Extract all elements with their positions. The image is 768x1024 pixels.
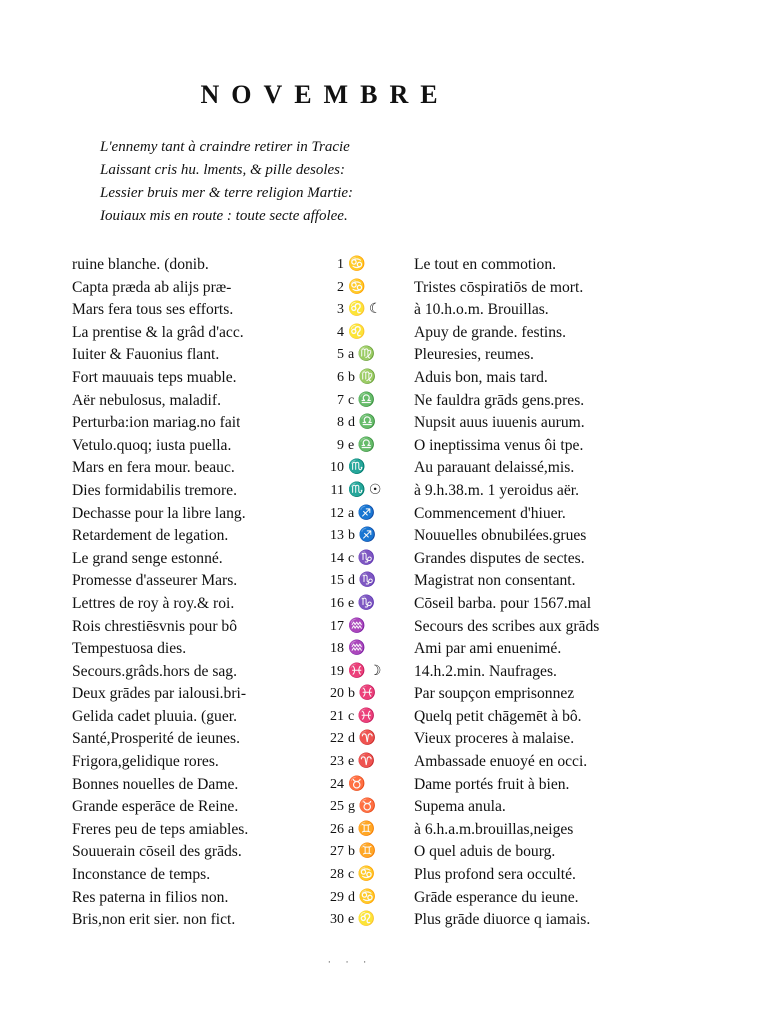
left-day-text: Promesse d'asseurer Mars.: [72, 572, 238, 590]
day-number: 20: [330, 686, 344, 702]
right-day-text: Plus profond sera occulté.: [414, 866, 576, 884]
zodiac-sign-icon: ♋: [348, 257, 366, 272]
right-day-row: [348, 751, 688, 774]
left-day-row: [72, 480, 344, 503]
right-day-text: Au parauant delaissé,mis.: [414, 459, 575, 477]
left-day-text: Gelida cadet pluuia. (guer.: [72, 707, 237, 725]
right-day-text: O quel aduis de bourg.: [414, 843, 556, 861]
right-day-row: [348, 593, 688, 616]
right-day-text: Pleuresies, reumes.: [414, 346, 534, 364]
right-day-row: [348, 457, 688, 480]
zodiac-sign-icon: d ♎: [348, 415, 376, 431]
left-day-text: Capta præda ab alijs præ-: [72, 278, 232, 296]
left-day-text: Bris,non erit sier. non fict.: [72, 911, 236, 929]
day-number: 6: [337, 369, 344, 385]
left-day-row: [72, 751, 344, 774]
right-day-row: [348, 774, 688, 797]
zodiac-sign-icon: d ♋: [348, 889, 376, 905]
day-number: 10: [330, 460, 344, 476]
right-day-text: à 9.h.38.m. 1 yeroidus aër.: [414, 481, 579, 499]
day-number: 19: [330, 663, 344, 679]
day-number: 26: [330, 821, 344, 837]
left-day-row: [72, 661, 344, 684]
right-day-text: Ami par ami enuenimé.: [414, 640, 562, 658]
left-day-text: Aër nebulosus, maladif.: [72, 391, 221, 409]
day-number: 25: [330, 799, 344, 815]
zodiac-sign-icon: ♋: [348, 279, 366, 295]
left-day-row: [72, 819, 344, 842]
right-day-row: [348, 254, 688, 277]
zodiac-sign-icon: e ♌: [348, 912, 376, 928]
right-day-text: Tristes cōspiratiōs de mort.: [414, 278, 584, 296]
day-number: 23: [330, 754, 344, 770]
left-day-text: Lettres de roy à roy.& roi.: [72, 594, 235, 612]
left-day-text: Tempestuosa dies.: [72, 640, 187, 658]
left-day-text: ruine blanche. (donib.: [72, 256, 209, 273]
right-day-row: [348, 548, 688, 571]
zodiac-sign-icon: ♓ ☽: [348, 663, 382, 679]
right-day-row: [348, 909, 688, 932]
right-day-row: [348, 525, 688, 548]
right-day-text: Magistrat non consentant.: [414, 572, 576, 590]
zodiac-sign-icon: d ♈: [348, 731, 376, 747]
right-day-text: Ne fauldra grāds gens.pres.: [414, 391, 585, 409]
day-number: 14: [330, 550, 344, 566]
right-day-row: [348, 887, 688, 910]
day-number: 4: [337, 324, 344, 340]
left-day-text: Dechasse pour la libre lang.: [72, 504, 246, 522]
zodiac-sign-icon: c ♎: [348, 392, 376, 408]
left-day-row: [72, 887, 344, 910]
right-day-text: Secours des scribes aux grāds: [414, 617, 600, 635]
left-day-text: Santé,Prosperité de ieunes.: [72, 730, 241, 748]
right-day-row: [348, 841, 688, 864]
left-day-row: [72, 728, 344, 751]
day-number: 16: [330, 595, 344, 611]
right-day-text: Ambassade enuoyé en occi.: [414, 753, 588, 771]
zodiac-sign-icon: a ♊: [348, 821, 376, 837]
left-day-row: [72, 299, 344, 322]
right-day-text: Vieux proceres à malaise.: [414, 730, 575, 748]
right-day-row: [348, 728, 688, 751]
day-number: 11: [330, 482, 344, 498]
zodiac-sign-icon: ♉: [348, 776, 366, 792]
zodiac-sign-icon: b ♓: [348, 686, 376, 702]
zodiac-sign-icon: d ♑: [348, 573, 376, 589]
right-day-text: Cōseil barba. pour 1567.mal: [414, 594, 592, 612]
left-day-row: [72, 570, 344, 593]
left-column-days: [72, 254, 344, 932]
left-day-text: Dies formidabilis tremore.: [72, 481, 237, 499]
right-day-row: [348, 390, 688, 413]
day-number: 8: [337, 415, 344, 431]
right-day-row: [348, 661, 688, 684]
right-day-text: Le tout en commotion.: [414, 256, 557, 273]
left-day-text: Le grand senge estonné.: [72, 549, 223, 567]
zodiac-sign-icon: e ♎: [348, 437, 376, 453]
zodiac-sign-icon: ♒: [348, 641, 366, 657]
right-day-text: 14.h.2.min. Naufrages.: [414, 662, 557, 680]
right-day-text: Nouuelles obnubilées.grues: [414, 527, 587, 545]
left-day-text: La prentise & la grâd d'acc.: [72, 323, 244, 341]
day-number: 29: [330, 889, 344, 905]
left-day-text: Fort mauuais teps muable.: [72, 368, 237, 386]
quatrain-line: Laissant cris hu. lments, & pille desoles:: [100, 162, 345, 178]
zodiac-sign-icon: e ♑: [348, 595, 376, 611]
left-day-text: Rois chrestiēsvnis pour bô: [72, 617, 238, 635]
left-day-row: [72, 503, 344, 526]
left-day-text: Perturba:ion mariag.no fait: [72, 414, 241, 432]
left-day-text: Grande esperāce de Reine.: [72, 798, 239, 816]
quatrain-line: L'ennemy tant à craindre retirer in Tracie: [100, 139, 350, 155]
left-day-row: [72, 525, 344, 548]
day-number: 17: [330, 618, 344, 634]
right-day-text: Grandes disputes de sectes.: [414, 549, 585, 567]
right-day-text: Dame portés fruit à bien.: [414, 775, 570, 793]
left-day-text: Souuerain cōseil des grāds.: [72, 843, 242, 861]
left-day-row: [72, 593, 344, 616]
left-day-text: Bonnes nouelles de Dame.: [72, 775, 239, 793]
right-day-row: [348, 277, 688, 300]
right-day-row: [348, 299, 688, 322]
left-day-row: [72, 909, 344, 932]
right-day-row: [348, 616, 688, 639]
left-day-row: [72, 322, 344, 345]
left-day-text: Mars en fera mour. beauc.: [72, 459, 235, 477]
right-day-row: [348, 796, 688, 819]
left-day-row: [72, 412, 344, 435]
right-day-row: [348, 503, 688, 526]
left-day-row: [72, 548, 344, 571]
right-day-row: [348, 412, 688, 435]
month-title: NOVEMBRE: [200, 80, 450, 109]
zodiac-sign-icon: b ♍: [348, 369, 376, 385]
right-day-text: Aduis bon, mais tard.: [414, 368, 548, 386]
left-day-text: Retardement de legation.: [72, 527, 229, 545]
zodiac-sign-icon: ♒: [348, 618, 366, 634]
quatrain-line: Lessier bruis mer & terre religion Martie:: [100, 185, 354, 201]
left-day-text: Vetulo.quoq; iusta puella.: [72, 436, 232, 454]
left-day-row: [72, 390, 344, 413]
left-day-row: [72, 706, 344, 729]
right-day-text: Par soupçon emprisonnez: [414, 685, 575, 703]
zodiac-sign-icon: ♏ ☉: [348, 482, 382, 498]
left-day-text: Inconstance de temps.: [72, 866, 211, 884]
day-number: 7: [337, 392, 344, 408]
right-day-text: Plus grāde diuorce q iamais.: [414, 911, 591, 929]
day-number: 22: [330, 731, 344, 747]
day-number: 24: [330, 776, 344, 792]
zodiac-sign-icon: a ♍: [348, 347, 376, 363]
zodiac-sign-icon: ♏: [348, 460, 366, 476]
right-day-row: [348, 435, 688, 458]
quatrain: [100, 136, 520, 228]
zodiac-sign-icon: e ♈: [348, 754, 376, 770]
day-number: 27: [330, 844, 344, 860]
right-day-row: [348, 322, 688, 345]
right-day-text: à 10.h.o.m. Brouillas.: [414, 301, 549, 319]
zodiac-sign-icon: g ♉: [348, 799, 376, 815]
right-day-text: Supema anula.: [414, 798, 506, 816]
right-day-row: [348, 480, 688, 503]
left-day-row: [72, 457, 344, 480]
right-day-text: Apuy de grande. festins.: [414, 323, 567, 341]
footer-mark: · · ·: [327, 958, 373, 968]
left-day-text: Deux grādes par ialousi.bri-: [72, 685, 247, 703]
left-day-row: [72, 774, 344, 797]
left-day-text: Freres peu de teps amiables.: [72, 820, 249, 838]
zodiac-sign-icon: ♌: [348, 324, 366, 340]
left-day-row: [72, 435, 344, 458]
day-number: 9: [337, 437, 344, 453]
left-day-row: [72, 367, 344, 390]
left-day-text: Frigora,gelidique rores.: [72, 753, 219, 771]
right-day-row: [348, 570, 688, 593]
left-day-text: Res paterna in filios non.: [72, 888, 229, 906]
left-day-text: Iuiter & Fauonius flant.: [72, 346, 220, 364]
right-column-days: [348, 254, 688, 932]
zodiac-sign-icon: b ♐: [348, 528, 376, 544]
right-day-row: [348, 367, 688, 390]
zodiac-sign-icon: b ♊: [348, 844, 376, 860]
right-day-row: [348, 344, 688, 367]
left-day-row: [72, 344, 344, 367]
right-day-row: [348, 864, 688, 887]
right-day-text: Nupsit auus iuuenis aurum.: [414, 414, 585, 432]
quatrain-line: Iouiaux mis en route : toute secte affolee.: [100, 208, 348, 224]
day-number: 5: [337, 347, 344, 363]
left-day-text: Secours.grâds.hors de sag.: [72, 662, 237, 680]
zodiac-sign-icon: c ♋: [348, 867, 376, 883]
right-day-row: [348, 638, 688, 661]
right-day-text: Grāde esperance du ieune.: [414, 888, 579, 906]
zodiac-sign-icon: ♌ ☾: [348, 302, 382, 318]
right-day-text: Quelq petit chāgemēt à bô.: [414, 707, 582, 725]
day-number: 21: [330, 708, 344, 724]
right-day-row: [348, 706, 688, 729]
zodiac-sign-icon: c ♑: [348, 550, 376, 566]
day-number: 13: [330, 528, 344, 544]
day-number: 12: [330, 505, 344, 521]
left-day-row: [72, 638, 344, 661]
left-day-row: [72, 254, 344, 277]
left-day-row: [72, 864, 344, 887]
day-number: 15: [330, 573, 344, 589]
day-number: 18: [330, 641, 344, 657]
left-day-row: [72, 683, 344, 706]
day-number: 30: [330, 912, 344, 928]
right-day-text: O ineptissima venus ôi tpe.: [414, 436, 584, 454]
left-day-row: [72, 616, 344, 639]
day-number: 1: [337, 257, 344, 272]
right-day-row: [348, 819, 688, 842]
right-day-text: Commencement d'hiuer.: [414, 504, 566, 522]
left-day-row: [72, 841, 344, 864]
day-number: 28: [330, 867, 344, 883]
left-day-row: [72, 796, 344, 819]
day-number: 3: [337, 302, 344, 318]
right-day-text: à 6.h.a.m.brouillas,neiges: [414, 820, 574, 838]
zodiac-sign-icon: c ♓: [348, 708, 376, 724]
zodiac-sign-icon: a ♐: [348, 505, 376, 521]
left-day-row: [72, 277, 344, 300]
left-day-text: Mars fera tous ses efforts.: [72, 301, 234, 319]
day-number: 2: [337, 279, 344, 295]
right-day-row: [348, 683, 688, 706]
